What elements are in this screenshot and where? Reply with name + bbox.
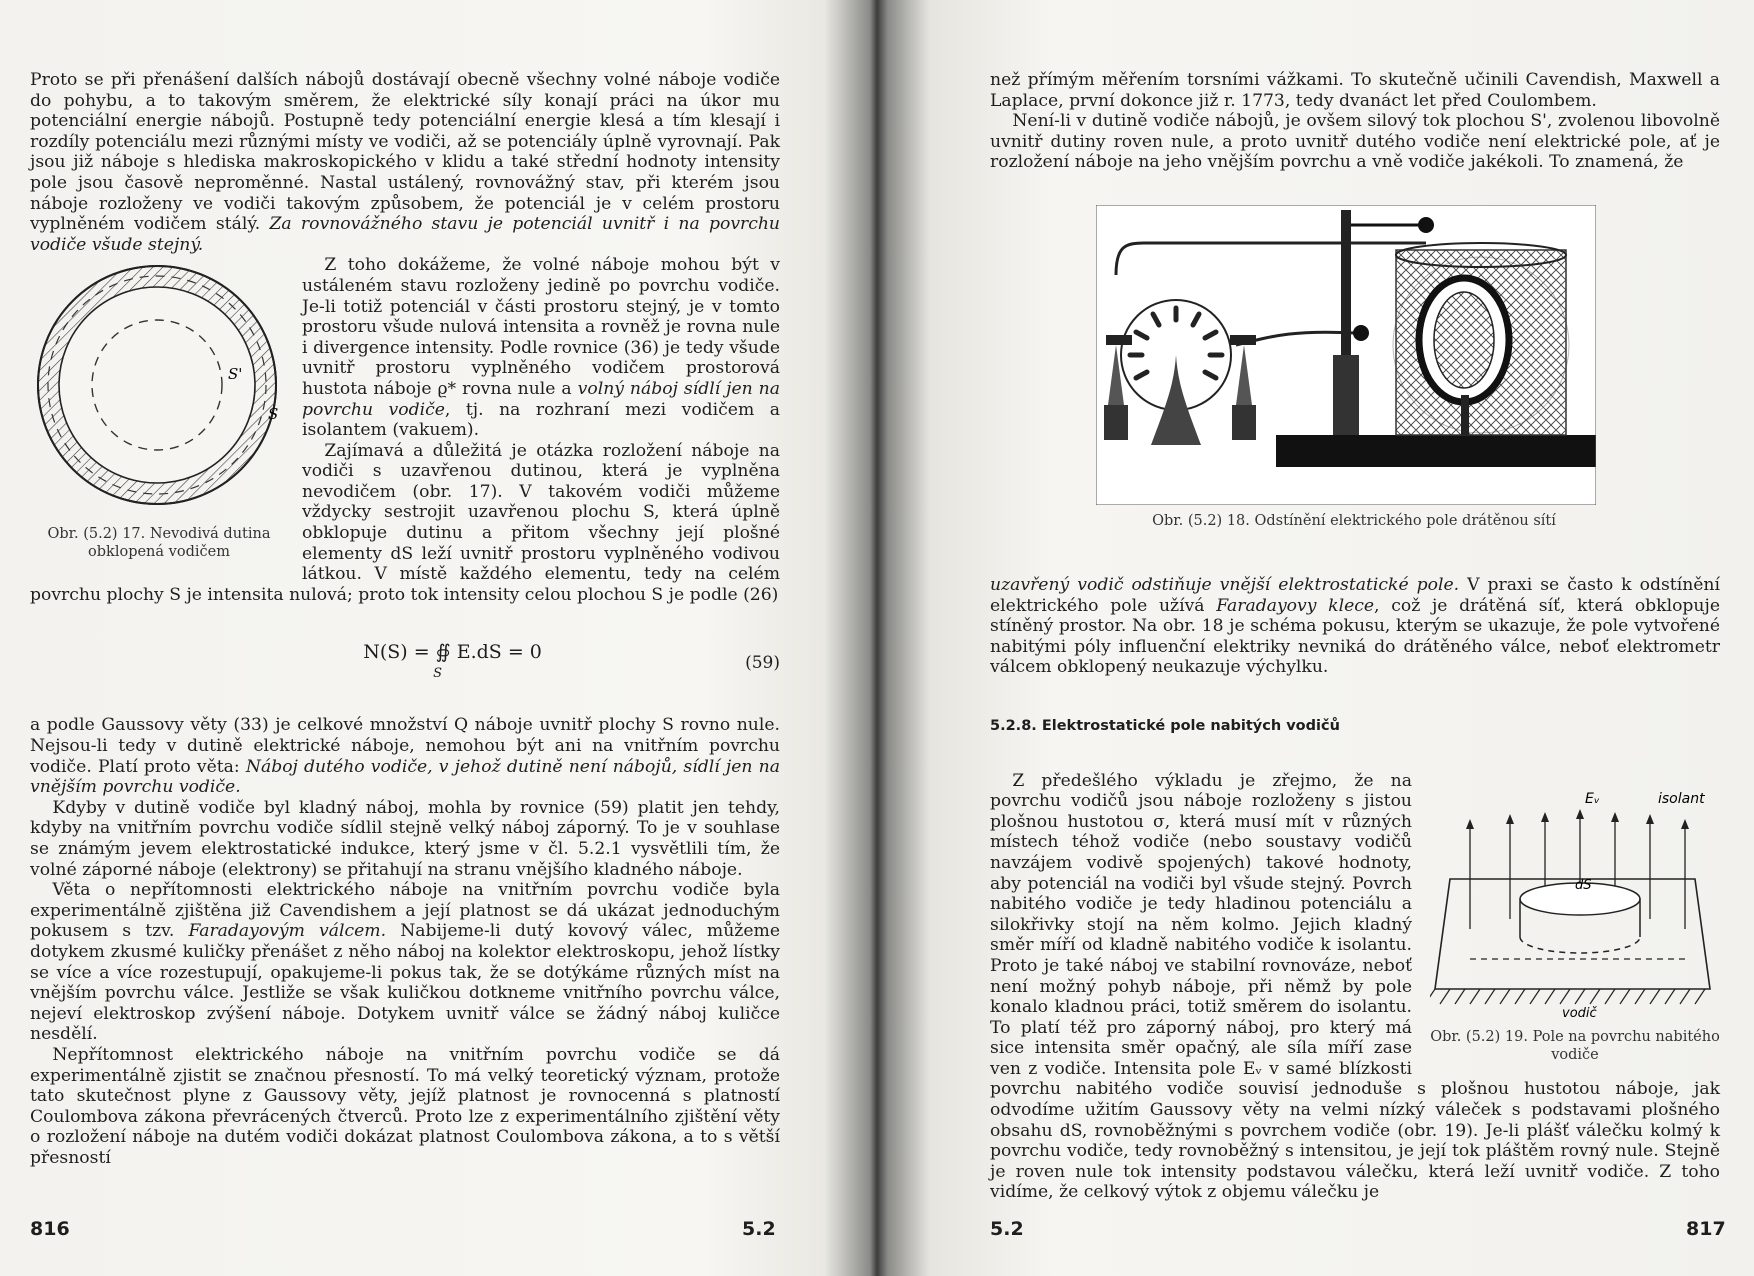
section-heading-5-2-8: 5.2.8. Elektrostatické pole nabitých vodičů — [990, 717, 1340, 734]
right-paragraph-3: uzavřený vodič odstiňuje vnější elektrostatické pole. V praxi se často k odstínění elektrického pole užívá Faradayovy klece, což je drátěná síť, která obklopuje stíněný prostor. Na obr. 18 je schéma pokusu, kterým se ukazuje, že pole vytvořené nabitými póly influenční elektriky nevniká do drátěného válce, neboť elektrometr válcem obklopený neukazuje výchylku. — [990, 575, 1720, 678]
right-paragraph-2: Není-li v dutině vodiče nábojů, je ovšem silový tok plochou S', zvolenou libovolně uvnitř dutiny roven nule, a proto uvnitř dutého vodiče není elektrické pole, ať je rozložení náboje na jeho vnějším povrchu a vně vodiče jakékoli. To znamená, že — [990, 111, 1720, 173]
right-section-mark: 5.2 — [990, 1218, 1024, 1240]
figure-17 — [30, 261, 288, 561]
right-text-top — [990, 70, 1720, 173]
right-page-number: 817 — [1686, 1218, 1726, 1240]
figure-19-label-vodic: vodič — [1562, 1005, 1597, 1019]
left-page-number: 816 — [30, 1218, 70, 1240]
figure-19-label-isolant: isolant — [1658, 790, 1705, 807]
right-paragraph-4: Z předešlého výkladu je zřejmo, že na povrchu vodičů jsou náboje rozloženy s jistou plošnou hustotou σ, která musí mít v různých místech téhož vodiče (nebo soustavy vodičů navzájem vodivě spojených) takové hodnoty, aby potenciál na vodiči byl všude stejný. Povrch nabitého vodiče je tedy hladinou potenciálu a silokřivky stojí na něm kolmo. Jejich kladný směr míří od kladně nabitého vodiče k isolantu. Proto je také náboj ve stabilní rovnováze, neboť není možný pohyb náboje, při němž by pole konalo kladnou práci, totiž směrem do isolantu. To platí též pro záporný náboj, pro který má sice intensita směr opačný, ale síla míří zase ven z vodiče. Intensita pole Eᵥ v samé blízkosti povrchu nabitého vodiče souvisí jednoduše s plošnou hustotou náboje, jak odvodíme užitím Gaussovy věty na velmi nízký váleček s podstavami plošného obsahu dS, rovnoběžnými s povrchem vodiče (obr. 19). Je-li plášť válečku kolmý k povrchu vodiče, tedy rovnoběžný s intensitou, je její tok pláštěm rovný nule. Stejně je roven nule tok intensity podstavou válečku, která leží uvnitř vodiče. Z toho vidíme, že celkový výtok z objemu válečku je — [990, 770, 1720, 1203]
figure-19-drawing — [1430, 789, 1720, 1019]
figure-17-label-s-prime: S' — [228, 365, 243, 384]
figure-17-label-s: S — [268, 405, 279, 424]
left-paragraph-1: Proto se při přenášení dalších nábojů dostávají obecně všechny volné náboje vodiče do pohybu, a to takovým směrem, že elektrické síly konají práci na úkor mu potenciální energie nábojů. Postupně tedy potenciální energie klesá a tím klesají i rozdíly potenciálu mezi různými místy ve vodiči, až se potenciály úplně vyrovnají. Pak jsou již náboje s hlediska makroskopického v klidu a také střední hodnoty intensity pole jsou časově neproměnné. Nastal ustálený, rovnovážný stav, při kterém jsou náboje rozloženy ve vodiči takovým způsobem, že potenciál je v celém prostoru vyplněném vodičem stálý. Za rovnovážného stavu je potenciál uvnitř i na povrchu vodiče všude stejný. — [30, 70, 781, 255]
figure-17-drawing — [30, 261, 288, 511]
figure-19-caption: Obr. (5.2) 19. Pole na povrchu nabitého vodiče — [1430, 1029, 1720, 1064]
left-paragraph-2: Z toho dokážeme, že volné náboje mohou být v ustáleném stavu rozloženy jedině po povrchu vodiče. Je-li totiž potenciál v části prostoru stejný, je v tomto prostoru všude nulová intensita a rovněž je rovna nule i divergence intensity. Podle rovnice (36) je tedy všude uvnitř prostoru vyplněného vodičem prostorová hustota náboje ϱ* rovna nule a volný náboj sídlí jen na povrchu vodiče, tj. na rozhraní mezi vodičem a isolantem (vakuem). — [302, 255, 781, 441]
right-page — [886, 0, 1754, 1276]
figure-17-caption: Obr. (5.2) 17. Nevodivá dutina obklopená vodičem — [47, 525, 271, 560]
left-page — [0, 0, 868, 1276]
figure-19 — [1430, 789, 1720, 1065]
left-paragraph-3: Zajímavá a důležitá je otázka rozložení náboje na vodiči s uzavřenou dutinou, která je vyplněna nevodičem (obr. 17). V takovém vodiči můžeme vždycky sestrojit uzavřenou plochu S, která úplně obklopuje dutinu a přitom všechny její plošné elementy dS leží uvnitř prostoru vyplněného vodivou látkou. V místě každého elementu, tedy na celém povrchu plochy S je intensita nulová; proto tok intensity celou plochou S je podle (26) — [30, 440, 780, 605]
left-section-mark: 5.2 — [742, 1218, 776, 1240]
left-paragraph-4: a podle Gaussovy věty (33) je celkové množství Q náboje uvnitř plochy S rovno nule. Nejsou-li tedy v dutině elektrické náboje, nemohou být ani na vnitřním povrchu vodiče. Platí proto věta: Náboj dutého vodiče, v jehož dutině není nábojů, sídlí jen na vnějším povrchu vodiče. — [30, 715, 780, 798]
figure-18-caption: Obr. (5.2) 18. Odstínění elektrického pole drátěnou sítí — [1152, 513, 1556, 529]
right-paragraph-1: než přímým měřením torsními vážkami. To skutečně učinili Cavendish, Maxwell a Laplace, první dokonce již r. 1773, tedy dvanáct let před Coulombem. — [990, 70, 1720, 111]
figure-19-label-ds: dS — [1575, 877, 1592, 893]
left-paragraph-7: Nepřítomnost elektrického náboje na vnitřním povrchu vodiče se dá experimentálně zjistit se značnou přesností. To má velký teoretický význam, protože tato skutečnost plyne z Gaussovy věty, jejíž platnost je rovnocenná s platností Coulombova zákona převrácených čtverců. Proto lze z experimentálního zjištění věty o rozložení náboje na dutém vodiči dokázat platnost Coulombova zákona, a to s větší přesností — [30, 1044, 780, 1168]
equation-59-number: (59) — [745, 653, 780, 674]
left-paragraph-5: Kdyby v dutině vodiče byl kladný náboj, mohla by rovnice (59) platit jen tehdy, kdyby na vnitřním povrchu vodiče sídlil stejně velký náboj záporný. To je v souhlase se známým jevem elektrostatické indukce, který jsme v čl. 5.2.1 vysvětlili tím, že volné záporné náboje (elektrony) se přitahují na stranu vnějšího kladného náboje. — [30, 797, 780, 880]
equation-59-body: N(S) = ∯ E.dS = 0 — [363, 640, 542, 663]
right-text-bottom — [990, 575, 1720, 1203]
equation-59-subscript: S — [433, 666, 442, 682]
faraday-cage-apparatus-illustration — [1096, 205, 1596, 505]
figure-19-label-e: Eᵥ — [1585, 790, 1600, 807]
equation-59 — [30, 615, 780, 711]
left-text-column — [30, 70, 780, 1169]
left-paragraph-6: Věta o nepřítomnosti elektrického náboje na vnitřním povrchu vodiče byla experimentálně zjištěna již Cavendishem a její platnost se dá ukázat jednoduchým pokusem s tzv. Faradayovým válcem. Nabijeme-li dutý kovový válec, můžeme dotykem zkusmé kuličky přenášet z něho náboj na kolektor elektroskopu, jehož lístky se více a více rozestupují, opakujeme-li pokus tak, že se dotýkáme různých míst na vnějším povrchu válce. Jestliže se však kuličkou dotkneme vnitřního povrchu válce, nejeví elektroskop zvýšení náboje. Dotykem uvnitř válce se žádný náboj kuličce nesdělí. — [30, 880, 780, 1045]
figure-18 — [1096, 205, 1596, 505]
